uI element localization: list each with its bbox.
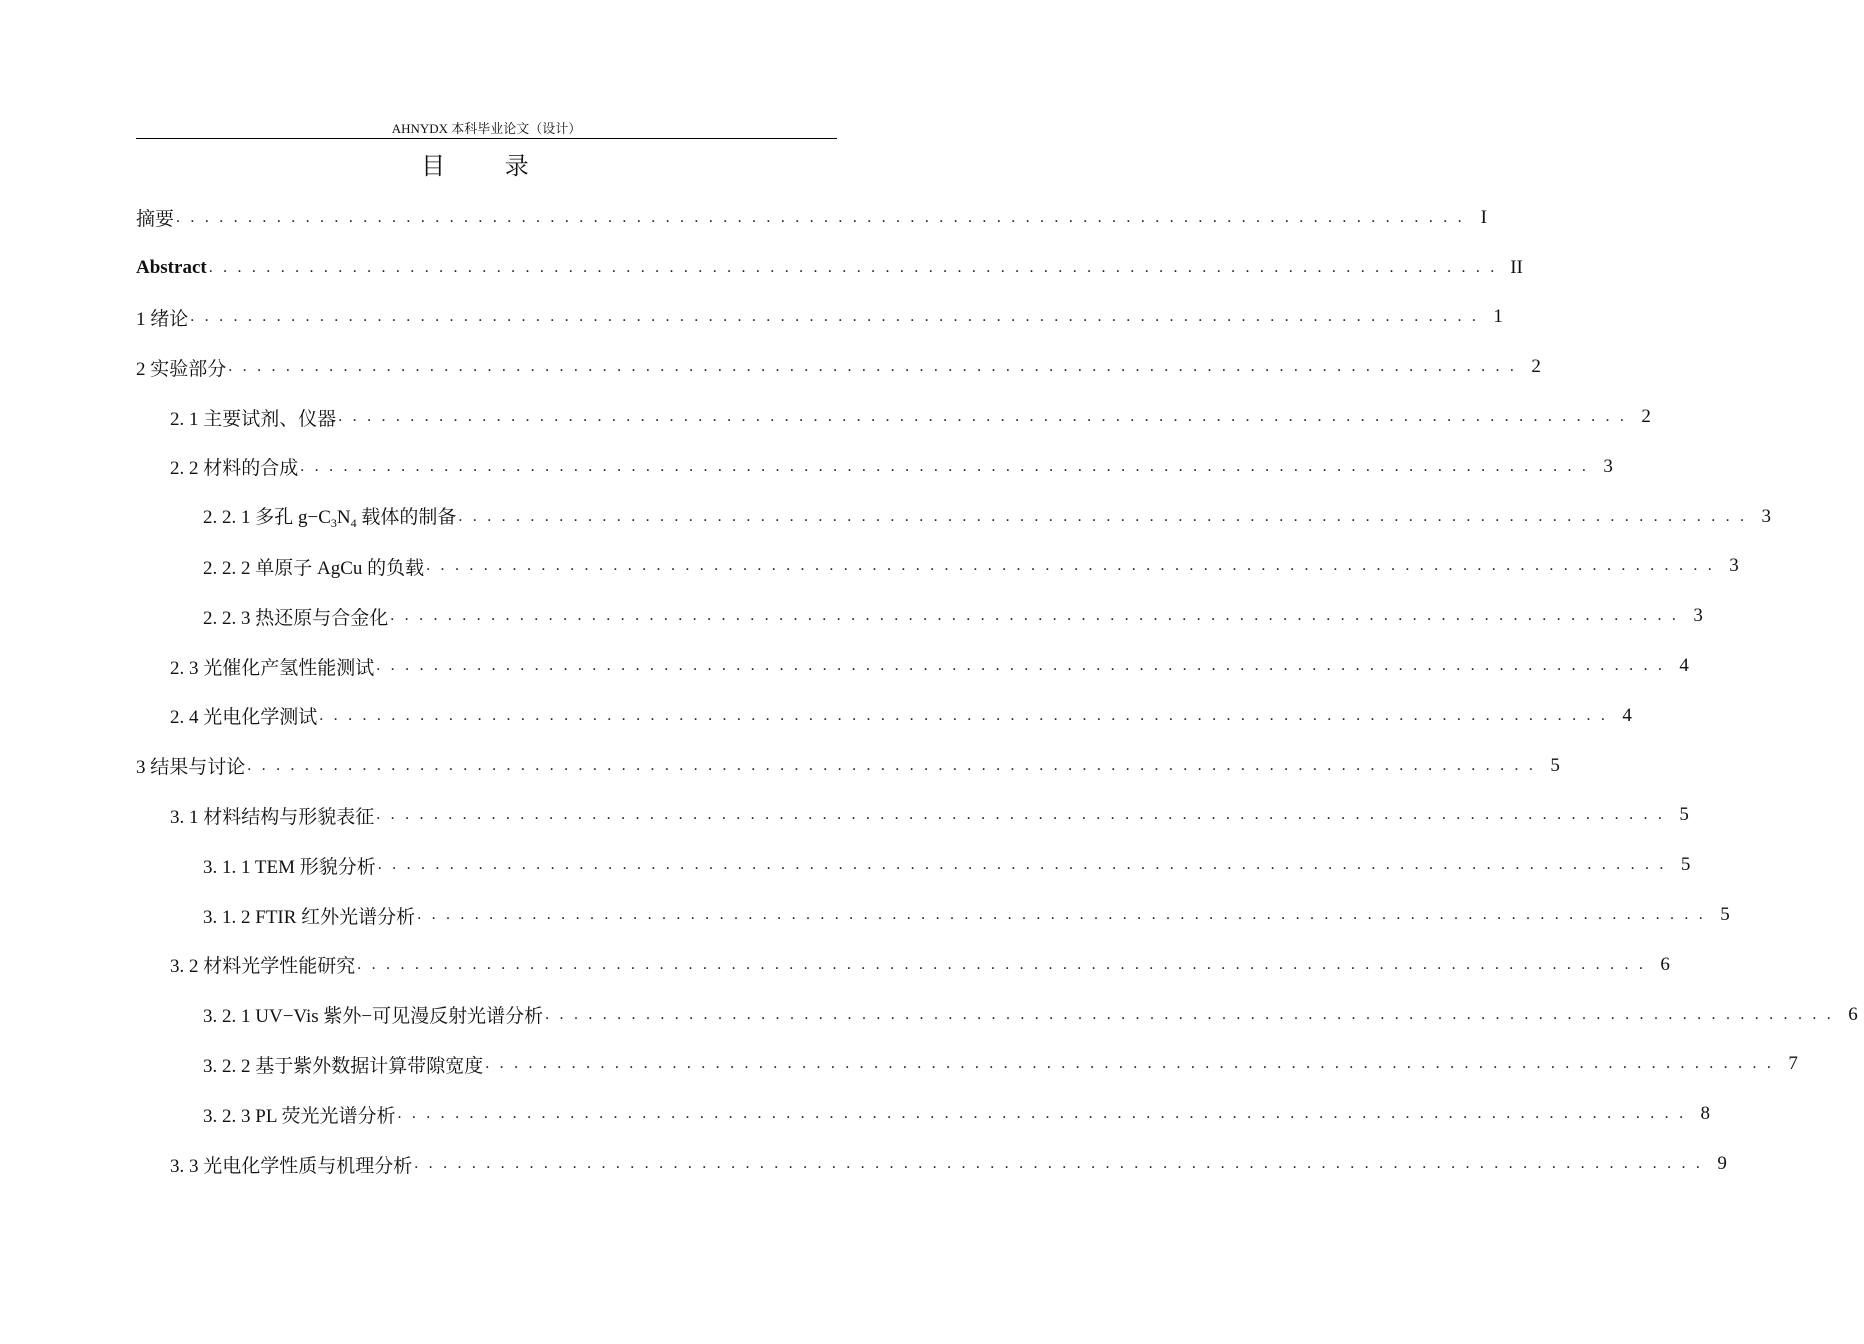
toc-dot-leader: . . . . . . . . . . . . . . . . . . . . . . . . . . . . . . . . . . . . . . . . . . . . . . . . . . . . . . . . . . . . . . . . . . . . . . . . . . . . . . . . . . . . . . . . . . (376, 806, 1666, 824)
toc-dot-leader: . . . . . . . . . . . . . . . . . . . . . . . . . . . . . . . . . . . . . . . . . . . . . . . . . . . . . . . . . . . . . . . . . . . . . . . . . . . . . . . . . . . . . . . . . . (390, 607, 1680, 625)
toc-entry-label: 3. 1 材料结构与形貌表征 (170, 806, 375, 828)
toc-entry-label: 3 结果与讨论 (136, 757, 246, 779)
toc-entry-label: 2. 3 光催化产氢性能测试 (170, 657, 375, 679)
toc-entry[interactable] (136, 542, 1739, 592)
toc-dot-leader: . . . . . . . . . . . . . . . . . . . . . . . . . . . . . . . . . . . . . . . . . . . . . . . . . . . . . . . . . . . . . . . . . . . . . . . . . . . . . . . . . . . . . . . . . . (397, 1105, 1687, 1123)
toc-entry[interactable] (136, 890, 1730, 940)
toc-entry-label: 2. 1 主要试剂、仪器 (170, 408, 337, 430)
toc-entry-label: 1 绪论 (136, 308, 189, 330)
toc-entry-page-number: 5 (1679, 804, 1689, 826)
toc-dot-leader: . . . . . . . . . . . . . . . . . . . . . . . . . . . . . . . . . . . . . . . . . . . . . . . . . . . . . . . . . . . . . . . . . . . . . . . . . . . . . . . . . . . . . . . . . . (545, 1005, 1834, 1023)
toc-entry-page-number: 9 (1717, 1153, 1727, 1175)
toc-entry[interactable] (136, 741, 1560, 791)
table-of-contents (136, 193, 1858, 1189)
toc-entry-label: 3. 2. 3 PL 荧光光谱分析 (203, 1105, 396, 1127)
toc-entry-page-number: 4 (1679, 655, 1689, 677)
toc-entry-page-number: 3 (1761, 505, 1771, 527)
toc-entry[interactable] (136, 492, 1771, 542)
toc-entry[interactable] (136, 293, 1503, 343)
toc-dot-leader: . . . . . . . . . . . . . . . . . . . . . . . . . . . . . . . . . . . . . . . . . . . . . . . . . . . . . . . . . . . . . . . . . . . . . . . . . . . . . . . . . . . . . . . . . . (300, 457, 1590, 475)
toc-dot-leader: . . . . . . . . . . . . . . . . . . . . . . . . . . . . . . . . . . . . . . . . . . . . . . . . . . . . . . . . . . . . . . . . . . . . . . . . . . . . . . . . . . . . . . . . . . (417, 906, 1706, 924)
toc-entry-page-number: 1 (1493, 306, 1503, 328)
toc-entry-label: 3. 3 光电化学性质与机理分析 (170, 1155, 413, 1177)
toc-entry-label: Abstract (136, 256, 207, 278)
toc-entry[interactable] (136, 691, 1632, 741)
toc-dot-leader: . . . . . . . . . . . . . . . . . . . . . . . . . . . . . . . . . . . . . . . . . . . . . . . . . . . . . . . . . . . . . . . . . . . . . . . . . . . . . . . . . . . . . . . . . . (247, 756, 1537, 774)
toc-entry[interactable] (136, 442, 1613, 492)
toc-dot-leader: . . . . . . . . . . . . . . . . . . . . . . . . . . . . . . . . . . . . . . . . . . . . . . . . . . . . . . . . . . . . . . . . . . . . . . . . . . . . . . . . . . . . . . . . . . (426, 557, 1715, 575)
toc-entry[interactable] (136, 990, 1858, 1040)
toc-entry-label: 2. 2. 2 单原子 AgCu 的负载 (203, 557, 425, 579)
toc-entry-page-number: 3 (1729, 555, 1739, 577)
toc-entry-page-number: 7 (1788, 1053, 1798, 1075)
toc-dot-leader: . . . . . . . . . . . . . . . . . . . . . . . . . . . . . . . . . . . . . . . . . . . . . . . . . . . . . . . . . . . . . . . . . . . . . . . . . . . . . . . . . . . . . . . . . . (377, 856, 1667, 874)
toc-dot-leader: . . . . . . . . . . . . . . . . . . . . . . . . . . . . . . . . . . . . . . . . . . . . . . . . . . . . . . . . . . . . . . . . . . . . . . . . . . . . . . . . . . . . . . . . . . (228, 358, 1518, 376)
toc-dot-leader: . . . . . . . . . . . . . . . . . . . . . . . . . . . . . . . . . . . . . . . . . . . . . . . . . . . . . . . . . . . . . . . . . . . . . . . . . . . . . . . . . . . . . . . . . . (190, 308, 1480, 326)
toc-entry[interactable] (136, 1040, 1798, 1090)
toc-entry-label: 摘要 (136, 209, 175, 231)
toc-dot-leader: . . . . . . . . . . . . . . . . . . . . . . . . . . . . . . . . . . . . . . . . . . . . . . . . . . . . . . . . . . . . . . . . . . . . . . . . . . . . . . . . . . . . . . . . . . (357, 955, 1647, 973)
toc-entry-page-number: 2 (1531, 356, 1541, 378)
toc-entry-page-number: 2 (1641, 406, 1651, 428)
header-rule (136, 138, 837, 139)
toc-entry-page-number: 5 (1680, 854, 1691, 876)
toc-entry-label: 2 实验部分 (136, 358, 227, 380)
toc-dot-leader: . . . . . . . . . . . . . . . . . . . . . . . . . . . . . . . . . . . . . . . . . . . . . . . . . . . . . . . . . . . . . . . . . . . . . . . . . . . . . . . . . . . . . . . . . . (319, 706, 1609, 724)
toc-entry-label: 3. 1. 1 TEM 形貌分析 (203, 856, 376, 878)
toc-entry-page-number: 6 (1848, 1003, 1858, 1025)
toc-entry-label: 2. 2. 3 热还原与合金化 (203, 607, 389, 629)
toc-entry[interactable] (136, 591, 1703, 641)
toc-entry[interactable] (136, 392, 1651, 442)
toc-entry-page-number: 6 (1660, 953, 1670, 975)
toc-entry-page-number: 3 (1693, 605, 1703, 627)
toc-entry-label: 3. 2 材料光学性能研究 (170, 956, 356, 978)
toc-entry[interactable] (136, 243, 1523, 293)
toc-entry[interactable] (136, 342, 1541, 392)
toc-dot-leader: . . . . . . . . . . . . . . . . . . . . . . . . . . . . . . . . . . . . . . . . . . . . . . . . . . . . . . . . . . . . . . . . . . . . . . . . . . . . . . . . . . . . . . . . . . (414, 1155, 1704, 1173)
toc-dot-leader: . . . . . . . . . . . . . . . . . . . . . . . . . . . . . . . . . . . . . . . . . . . . . . . . . . . . . . . . . . . . . . . . . . . . . . . . . . . . . . . . . . . . . . . . . . (485, 1055, 1775, 1073)
toc-entry-page-number: I (1480, 206, 1487, 228)
toc-dot-leader: . . . . . . . . . . . . . . . . . . . . . . . . . . . . . . . . . . . . . . . . . . . . . . . . . . . . . . . . . . . . . . . . . . . . . . . . . . . . . . . . . . . . . . . . . . (458, 507, 1748, 525)
toc-entry[interactable] (136, 940, 1670, 990)
toc-dot-leader: . . . . . . . . . . . . . . . . . . . . . . . . . . . . . . . . . . . . . . . . . . . . . . . . . . . . . . . . . . . . . . . . . . . . . . . . . . . . . . . . . . . . . . . . . . (176, 208, 1465, 226)
toc-entry[interactable] (136, 791, 1689, 841)
toc-entry[interactable] (136, 641, 1689, 691)
toc-entry-label: 3. 2. 1 UV−Vis 紫外−可见漫反射光谱分析 (203, 1006, 544, 1028)
toc-entry-label: 3. 2. 2 基于紫外数据计算带隙宽度 (203, 1055, 484, 1077)
toc-entry[interactable] (136, 1139, 1727, 1189)
toc-entry-label: 3. 1. 2 FTIR 红外光谱分析 (203, 906, 416, 928)
toc-dot-leader: . . . . . . . . . . . . . . . . . . . . . . . . . . . . . . . . . . . . . . . . . . . . . . . . . . . . . . . . . . . . . . . . . . . . . . . . . . . . . . . . . . . . . . . . . . (376, 657, 1666, 675)
toc-entry-label: 2. 2 材料的合成 (170, 458, 299, 480)
toc-entry-label: 2. 4 光电化学测试 (170, 707, 318, 729)
toc-entry[interactable] (136, 1089, 1711, 1139)
toc-entry[interactable] (136, 840, 1691, 890)
toc-entry-page-number: 4 (1622, 704, 1632, 726)
toc-entry-page-number: 8 (1700, 1103, 1711, 1125)
toc-entry-page-number: II (1510, 256, 1523, 278)
toc-title: 目 录 (421, 152, 555, 180)
toc-entry-page-number: 5 (1550, 754, 1560, 776)
running-header: AHNYDX 本科毕业论文（设计） (391, 121, 582, 136)
toc-entry-page-number: 3 (1603, 455, 1613, 477)
toc-dot-leader: . . . . . . . . . . . . . . . . . . . . . . . . . . . . . . . . . . . . . . . . . . . . . . . . . . . . . . . . . . . . . . . . . . . . . . . . . . . . . . . . . . . . . . . . . . (208, 258, 1498, 276)
toc-entry-page-number: 5 (1720, 904, 1730, 926)
toc-entry[interactable] (136, 193, 1487, 243)
toc-entry-label: 2. 2. 1 多孔 $g-C_3N_4$ 载体的制备 (203, 507, 457, 531)
toc-dot-leader: . . . . . . . . . . . . . . . . . . . . . . . . . . . . . . . . . . . . . . . . . . . . . . . . . . . . . . . . . . . . . . . . . . . . . . . . . . . . . . . . . . . . . . . . . . (338, 408, 1628, 426)
